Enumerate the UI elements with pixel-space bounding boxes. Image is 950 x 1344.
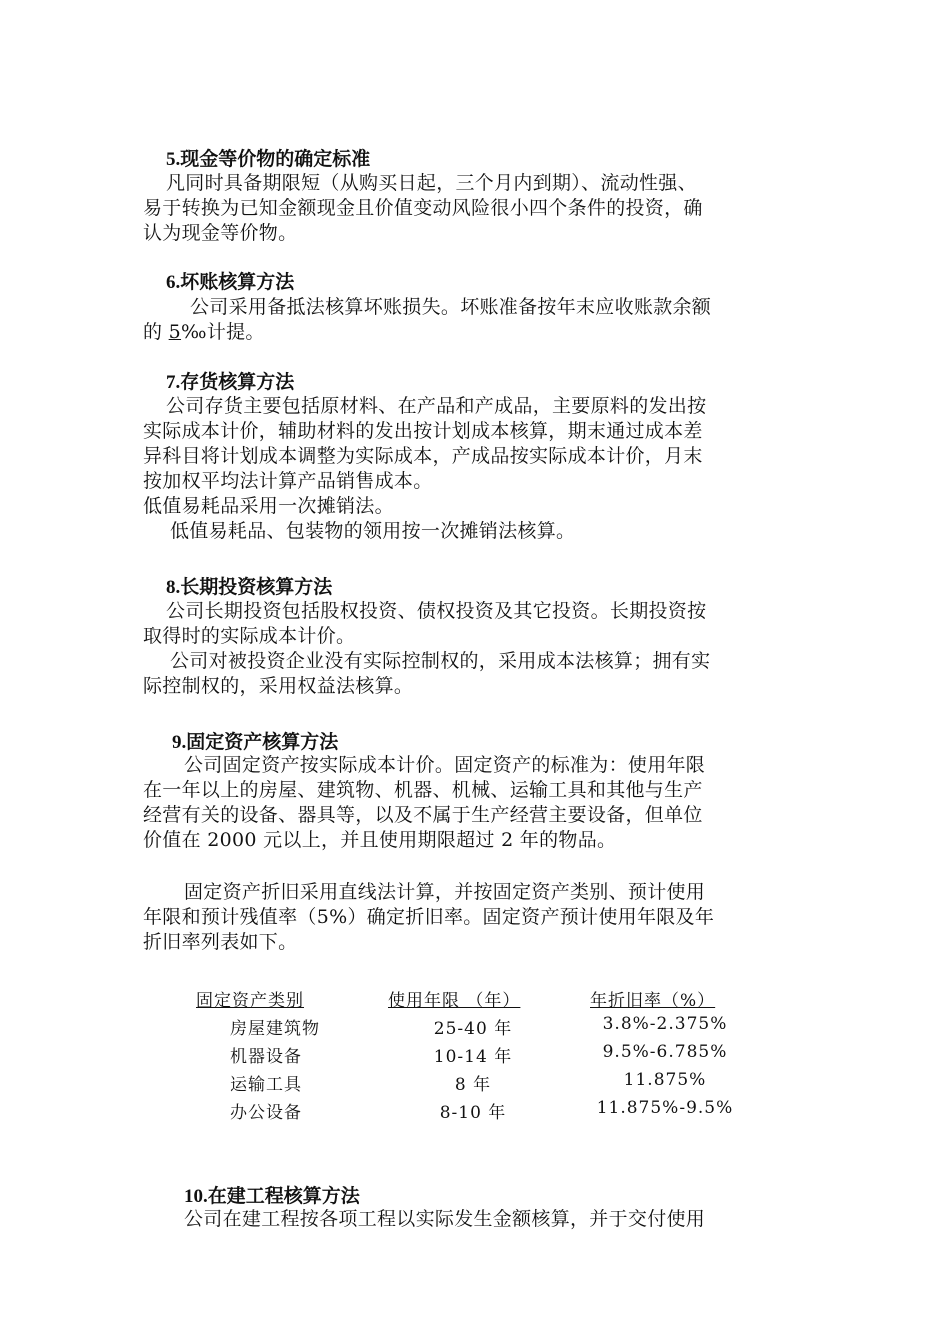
paragraph-line: 经营有关的设备、器具等，以及不属于生产经营主要设备，但单位	[143, 804, 703, 826]
paragraph-line: 固定资产折旧采用直线法计算，并按固定资产类别、预计使用	[184, 881, 706, 903]
table-header-category: 固定资产类别	[196, 991, 304, 1011]
paragraph-line: 公司在建工程按各项工程以实际发生金额核算，并于交付使用	[184, 1208, 706, 1230]
table-cell-category: 机器设备	[230, 1047, 302, 1067]
bad-debt-rate-value: 5	[168, 321, 182, 343]
paragraph-line: 折旧率列表如下。	[143, 931, 298, 953]
paragraph-text: ‰计提。	[181, 321, 265, 343]
paragraph-line: 公司存货主要包括原材料、在产品和产成品，主要原料的发出按	[166, 395, 707, 417]
table-cell-category: 运输工具	[230, 1075, 302, 1095]
paragraph-line: 易于转换为已知金额现金且价值变动风险很小四个条件的投资，确	[143, 197, 703, 219]
paragraph-line: 在一年以上的房屋、建筑物、机器、机械、运输工具和其他与生产	[143, 779, 703, 801]
section-10-heading: 10.在建工程核算方法	[184, 1186, 360, 1207]
paragraph-line: 凡同时具备期限短（从购买日起，三个月内到期）、流动性强、	[166, 172, 697, 194]
table-header-depreciation-rate: 年折旧率（%）	[590, 991, 716, 1011]
table-cell-useful-life: 8 年	[454, 1075, 492, 1095]
paragraph-line: 价值在 2000 元以上，并且使用期限超过 2 年的物品。	[143, 829, 617, 851]
table-cell-category: 房屋建筑物	[230, 1019, 320, 1039]
paragraph-line: 认为现金等价物。	[143, 222, 298, 244]
paragraph-line: 公司固定资产按实际成本计价。固定资产的标准为：使用年限	[184, 754, 706, 776]
table-cell-depreciation-rate: 3.8%-2.375%	[602, 1014, 728, 1034]
paragraph-line: 年限和预计残值率（5%）确定折旧率。固定资产预计使用年限及年	[143, 906, 715, 928]
paragraph-line	[143, 320, 265, 345]
section-6-heading: 6.坏账核算方法	[166, 272, 295, 293]
paragraph-line: 公司长期投资包括股权投资、债权投资及其它投资。长期投资按	[166, 600, 707, 622]
table-cell-category: 办公设备	[230, 1103, 302, 1123]
paragraph-line: 取得时的实际成本计价。	[143, 625, 356, 647]
table-cell-useful-life: 25-40 年	[433, 1019, 513, 1039]
paragraph-line: 低值易耗品采用一次摊销法。	[143, 495, 394, 517]
paragraph-line: 际控制权的，采用权益法核算。	[143, 675, 414, 697]
paragraph-line: 低值易耗品、包装物的领用按一次摊销法核算。	[170, 520, 576, 542]
table-cell-useful-life: 10-14 年	[433, 1047, 513, 1067]
paragraph-line: 按加权平均法计算产品销售成本。	[143, 470, 433, 492]
paragraph-line: 异科目将计划成本调整为实际成本，产成品按实际成本计价，月末	[143, 445, 703, 467]
table-cell-depreciation-rate: 9.5%-6.785%	[602, 1042, 728, 1062]
section-8-heading: 8.长期投资核算方法	[166, 577, 333, 598]
table-header-useful-life: 使用年限 （年）	[388, 991, 521, 1011]
section-5-heading: 5.现金等价物的确定标准	[166, 149, 371, 170]
table-cell-depreciation-rate: 11.875%-9.5%	[596, 1098, 734, 1118]
paragraph-line: 实际成本计价，辅助材料的发出按计划成本核算，期末通过成本差	[143, 420, 703, 442]
paragraph-text: 的	[143, 321, 169, 343]
section-9-heading: 9.固定资产核算方法	[172, 732, 339, 753]
table-cell-depreciation-rate: 11.875%	[623, 1070, 707, 1090]
paragraph-line: 公司采用备抵法核算坏账损失。坏账准备按年末应收账款余额	[190, 296, 712, 318]
table-cell-useful-life: 8-10 年	[439, 1103, 507, 1123]
section-7-heading: 7.存货核算方法	[166, 372, 295, 393]
paragraph-line: 公司对被投资企业没有实际控制权的，采用成本法核算；拥有实	[170, 650, 711, 672]
